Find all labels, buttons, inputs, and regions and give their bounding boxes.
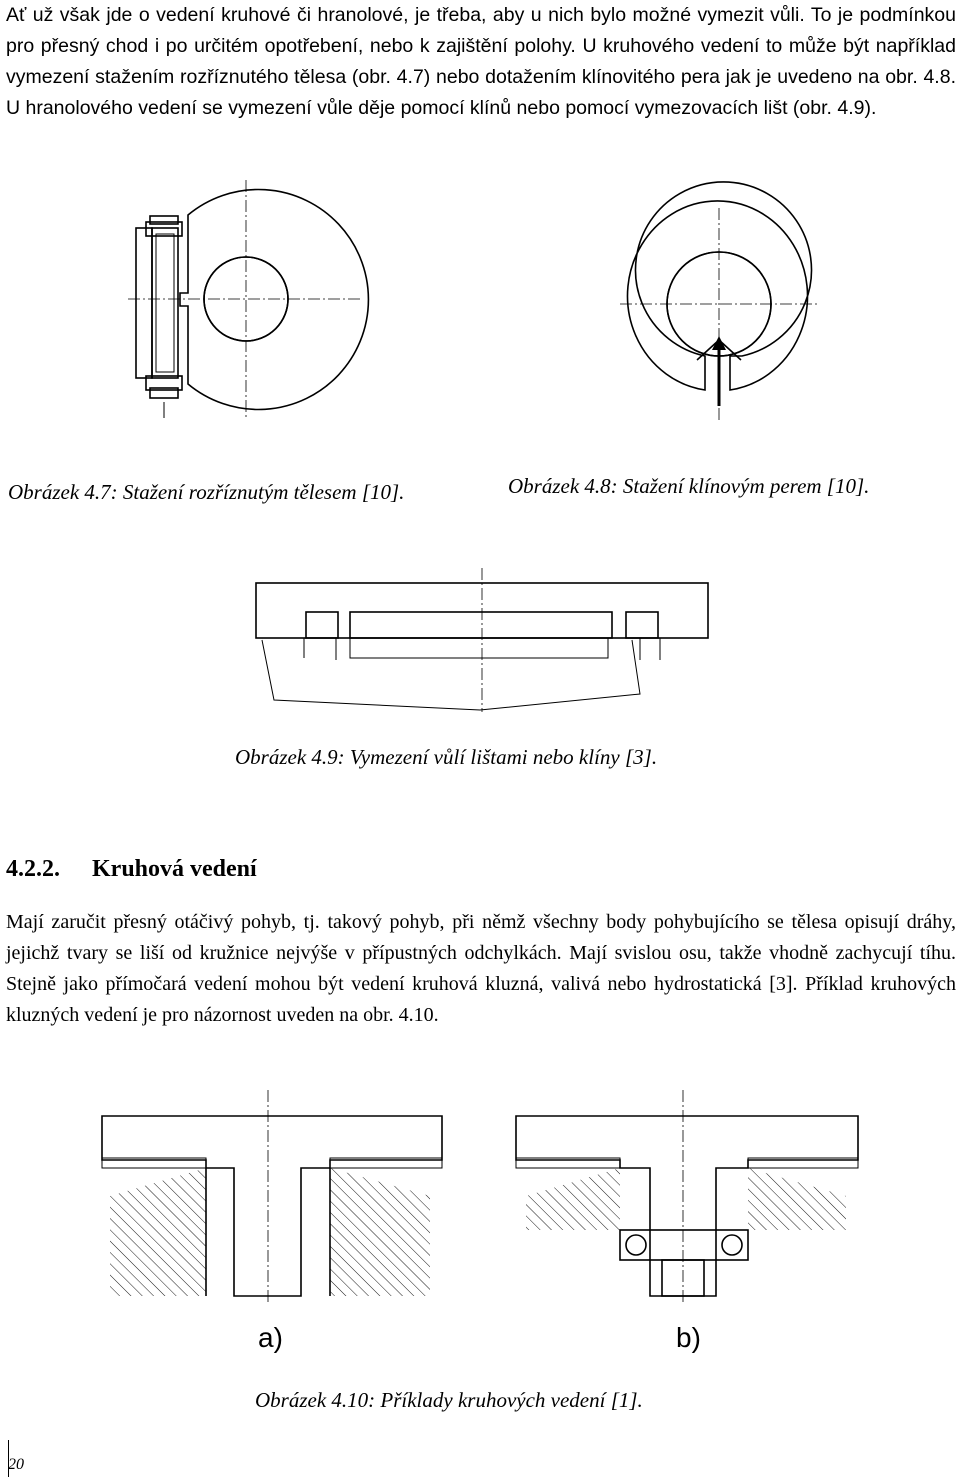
figure-label-b: b) (676, 1322, 701, 1353)
page-number: 20 (8, 1456, 24, 1473)
figure-4-8-caption: Obrázek 4.8: Stažení klínovým perem [10]. (508, 474, 870, 498)
figure-label-a: a) (258, 1322, 283, 1353)
section-heading (6, 856, 257, 883)
figure-4-10a-drawing (102, 1090, 442, 1305)
figure-4-9-caption: Obrázek 4.9: Vymezení vůlí lištami nebo klíny [3]. (235, 745, 658, 769)
figure-4-7-drawing (128, 180, 368, 418)
figure-4-10-caption: Obrázek 4.10: Příklady kruhových vedení [1]. (255, 1388, 643, 1412)
figure-4-8-drawing (620, 182, 818, 420)
figure-4-9-drawing (256, 568, 708, 712)
intro-paragraph: Ať už však jde o vedení kruhové či hranolové, je třeba, aby u nich bylo možné vymezit vůli. To je podmínkou pro přesný chod i po určitém opotřebení, nebo k zajištění polohy. U kruhového vedení to může být například vymezení stažením rozříznutého tělesa (obr. 4.7) nebo dotažením klínovitého pera jak je uvedeno na obr. 4.8. U hranolového vedení se vymezení vůle děje pomocí klínů nebo pomocí vymezovacích lišt (obr. 4.9). (6, 4, 956, 119)
section-number: 4.2.2. (6, 856, 60, 882)
body-paragraph: Mají zaručit přesný otáčivý pohyb, tj. takový pohyb, při němž všechny body pohybujícího se tělesa opisují dráhy, jejichž tvary se liší od kružnice nejvýše v přípustných odchylkách. Mají svislou osu, takže vhodně zachycují tíhu. Stejně jako přímočará vedení mohou být vedení kruhová kluzná, valivá nebo hydrostatická [3]. Příklad kruhových kluzných vedení je pro názornost uveden na obr. 4.10. (6, 911, 956, 1026)
figure-4-7-caption: Obrázek 4.7: Stažení rozříznutým tělesem [10]. (8, 480, 405, 504)
figure-4-10b-drawing (516, 1090, 858, 1305)
section-title: Kruhová vedení (92, 856, 257, 882)
